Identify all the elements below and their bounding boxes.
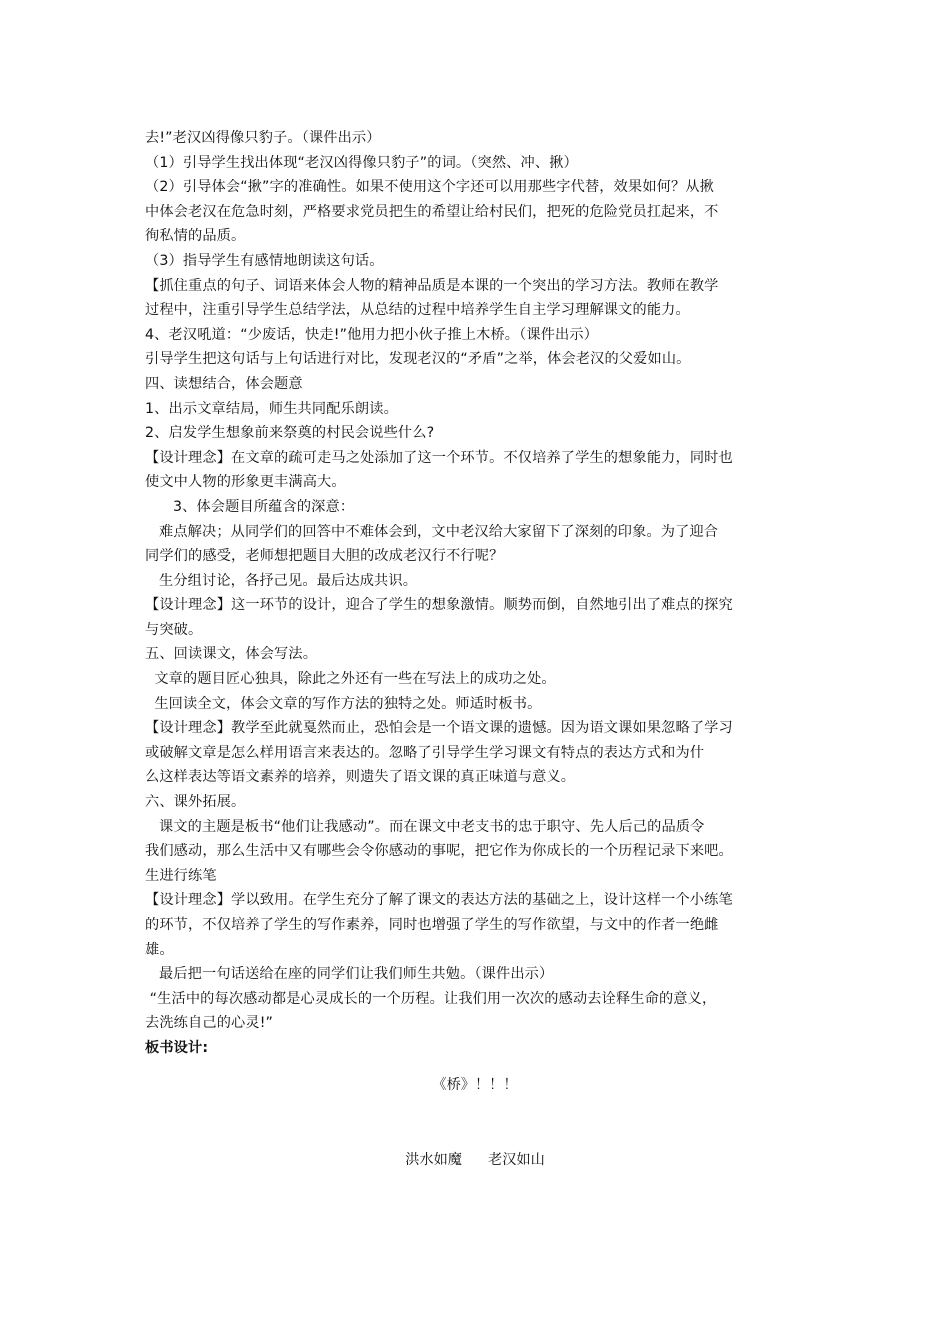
text-line: 生回读全文，体会文章的写作方法的独特之处。师适时板书。	[145, 695, 542, 712]
text-line: 【抓住重点的句子、词语来体会人物的精神品质是本课的一个突出的学习方法。教师在教学	[145, 277, 719, 294]
section-heading: 五、回读课文，体会写法。	[145, 646, 318, 663]
board-subline	[0, 1149, 950, 1169]
text-line: “生活中的每次感动都是心灵成长的一个历程。让我们用一次次的感动去诠释生命的意义，	[145, 990, 717, 1007]
section-heading: 六、课外拓展。	[145, 794, 246, 811]
text-line: 使文中人物的形象更丰满高大。	[145, 474, 346, 491]
board-left-phrase: 洪水如魔	[405, 1152, 462, 1168]
text-line: 么这样表达等语文素养的培养，则遗失了语文课的真正味道与意义。	[145, 769, 576, 786]
text-line: 课文的主题是板书“他们让我感动”。而在课文中老支书的忠于职守、先人后己的品质令	[145, 818, 705, 835]
board-right-phrase: 老汉如山	[488, 1152, 545, 1168]
text-line: 与突破。	[145, 621, 203, 638]
section-heading: 四、读想结合，体会题意	[145, 375, 303, 392]
text-line: 的环节，不仅培养了学生的写作素养，同时也增强了学生的写作欲望，与文中的作者一绝雌	[145, 917, 719, 933]
text-line: 我们感动，那么生活中又有哪些会令你感动的事呢，把它作为你成长的一个历程记录下来吧。	[145, 843, 733, 860]
text-line: 最后把一句话送给在座的同学们让我们师生共勉。（课件出示）	[145, 966, 554, 983]
text-line: 生进行练笔	[145, 867, 217, 884]
text-line: 雄。	[145, 941, 174, 958]
text-line: （2）引导体会“揪”字的准确性。如果不使用这个字还可以用那些字代替，效果如何？从揪	[145, 179, 715, 196]
text-line: 去洗练自己的心灵!”	[145, 1015, 274, 1032]
text-line: 生分组讨论，各抒己见。最后达成共识。	[145, 572, 418, 589]
text-line: 【设计理念】这一环节的设计，迎合了学生的想象激情。顺势而倒，自然地引出了难点的探究	[145, 597, 733, 614]
text-line: 【设计理念】在文章的疏可走马之处添加了这一个环节。不仅培养了学生的想象能力，同时也	[145, 449, 733, 466]
text-line: 徇私情的品质。	[145, 228, 246, 245]
text-line: 【设计理念】教学至此就戛然而止，恐怕会是一个语文课的遗憾。因为语文课如果忽略了学习	[145, 720, 733, 737]
text-line: 3、体会题目所蕴含的深意：	[145, 498, 355, 515]
text-line: （3）指导学生有感情地朗读这句话。	[145, 252, 384, 269]
text-line: 4、老汉吼道：“少废话，快走!”他用力把小伙子推上木桥。（课件出示）	[145, 326, 599, 343]
text-line: 【设计理念】学以致用。在学生充分了解了课文的表达方法的基础之上，设计这样一个小练笔	[145, 892, 733, 909]
board-title: 《桥》！！！	[432, 1077, 518, 1093]
body-text	[145, 126, 825, 1061]
text-line: （1）引导学生找出体现“老汉凶得像只豹子”的词。（突然、冲、揪）	[145, 154, 578, 171]
text-line: 2、启发学生想象前来祭奠的村民会说些什么?	[145, 425, 435, 442]
text-line: 去!”老汉凶得像只豹子。（课件出示）	[145, 130, 381, 146]
text-line: 或破解文章是怎么样用语言来表达的。忽略了引导学生学习课文有特点的表达方式和为什	[145, 744, 705, 761]
text-line: 难点解决；从同学们的回答中不难体会到，文中老汉给大家留下了深刻的印象。为了迎合	[145, 523, 719, 540]
text-line: 中体会老汉在危急时刻，严格要求党员把生的希望让给村民们，把死的危险党员扛起来，不	[145, 203, 719, 220]
text-line: 引导学生把这句话与上句话进行对比，发现老汉的“矛盾”之举，体会老汉的父爱如山。	[145, 351, 691, 368]
text-line: 同学们的感受，老师想把题目大胆的改成老汉行不行呢？	[145, 548, 504, 565]
text-line: 过程中，注重引导学生总结学法，从总结的过程中培养学生自主学习理解课文的能力。	[145, 302, 690, 319]
board-design-heading: 板书设计:	[145, 1039, 209, 1056]
text-line: 文章的题目匠心独具，除此之外还有一些在写法上的成功之处。	[145, 671, 556, 688]
text-line: 1、出示文章结局，师生共同配乐朗读。	[145, 400, 398, 417]
